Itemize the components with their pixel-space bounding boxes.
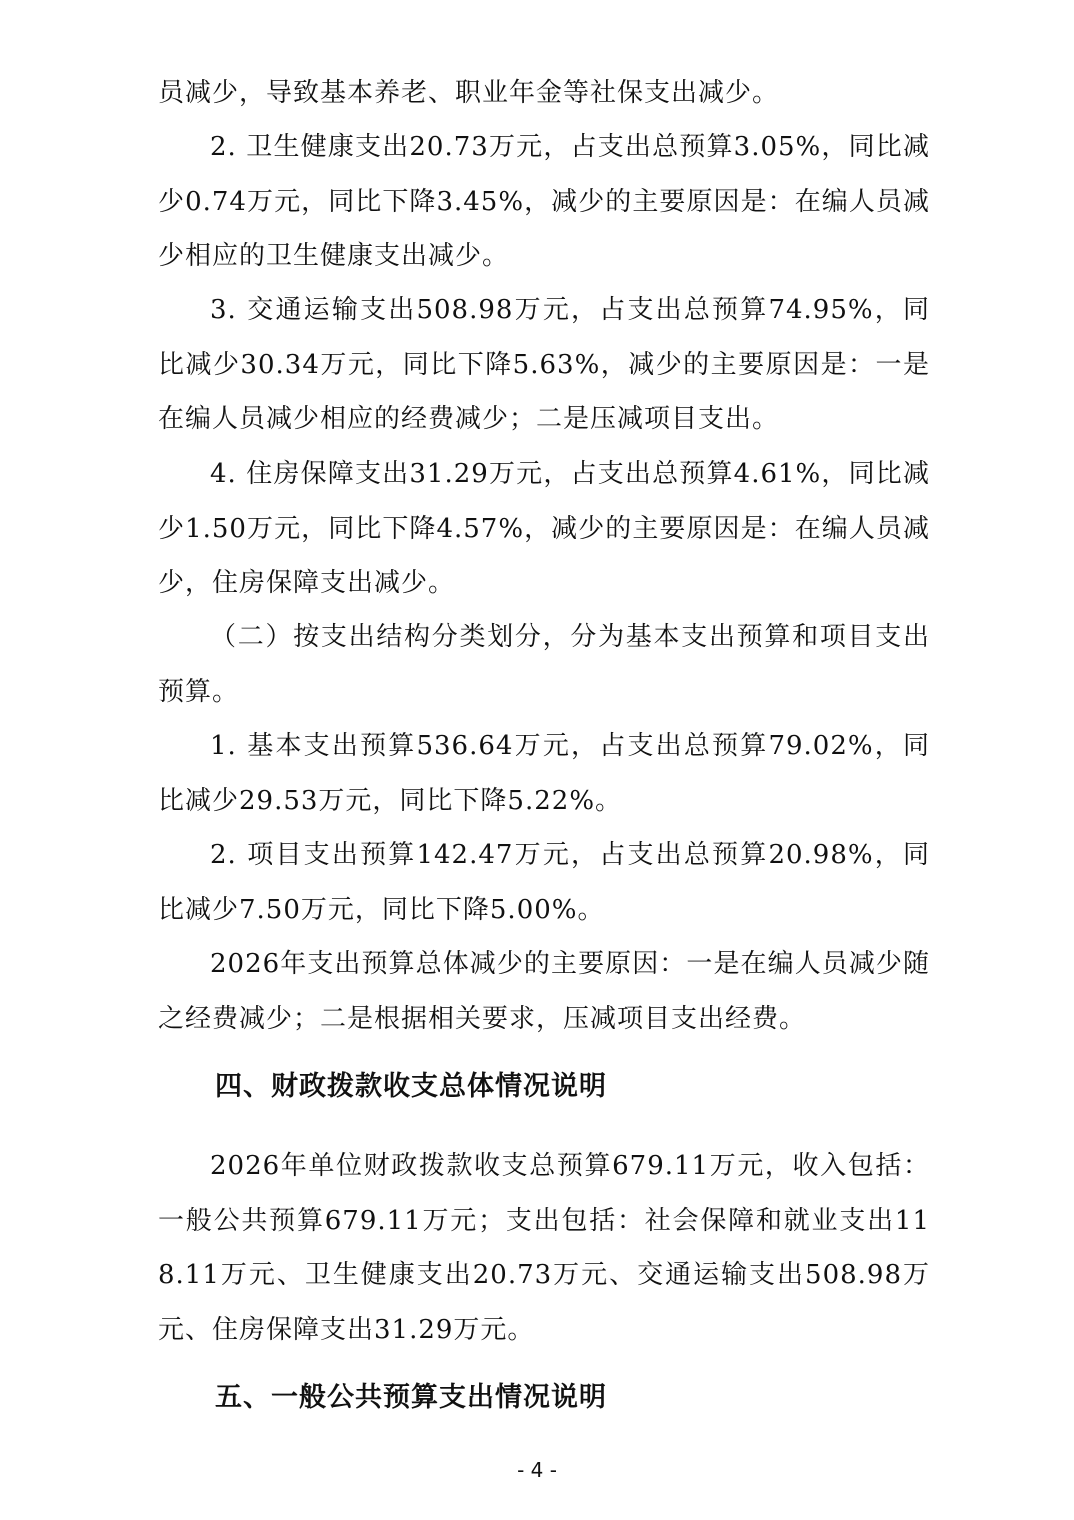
paragraph-continuation: 员减少，导致基本养老、职业年金等社保支出减少。: [158, 78, 780, 108]
paragraph-overall-reason: 2026年支出预算总体减少的主要原因：一是在编人员减少随之经费减少；二是根据相关要求，压减项目支出经费。: [158, 949, 930, 1034]
paragraph-structure-classification: （二）按支出结构分类划分，分为基本支出预算和项目支出预算。: [158, 622, 930, 707]
paragraph-project-expenditure: 2. 项目支出预算142.47万元，占支出总预算20.98%，同比减少7.50万元，同比下降5.00%。: [158, 840, 930, 925]
paragraph-transport-expenditure: 3. 交通运输支出508.98万元，占支出总预算74.95%，同比减少30.34万元，同比下降5.63%，减少的主要原因是：一是在编人员减少相应的经费减少；二是压减项目支出。: [158, 295, 930, 434]
section5-heading: 五、一般公共预算支出情况说明: [215, 1382, 607, 1413]
page-number: - 4 -: [517, 1458, 557, 1482]
paragraph-health-expenditure: 2. 卫生健康支出20.73万元，占支出总预算3.05%，同比减少0.74万元，同比下降3.45%，减少的主要原因是：在编人员减少相应的卫生健康支出减少。: [158, 132, 930, 271]
paragraph-housing-expenditure: 4. 住房保障支出31.29万元，占支出总预算4.61%，同比减少1.50万元，同比下降4.57%，减少的主要原因是：在编人员减少，住房保障支出减少。: [158, 459, 930, 598]
section4-body: 2026年单位财政拨款收支总预算679.11万元，收入包括：一般公共预算679.11万元；支出包括：社会保障和就业支出118.11万元、卫生健康支出20.73万元、交通运输支出508.98万元、住房保障支出31.29万元。: [158, 1151, 930, 1345]
paragraph-basic-expenditure: 1. 基本支出预算536.64万元，占支出总预算79.02%，同比减少29.53万元，同比下降5.22%。: [158, 731, 930, 816]
section4-heading: 四、财政拨款收支总体情况说明: [215, 1071, 607, 1102]
